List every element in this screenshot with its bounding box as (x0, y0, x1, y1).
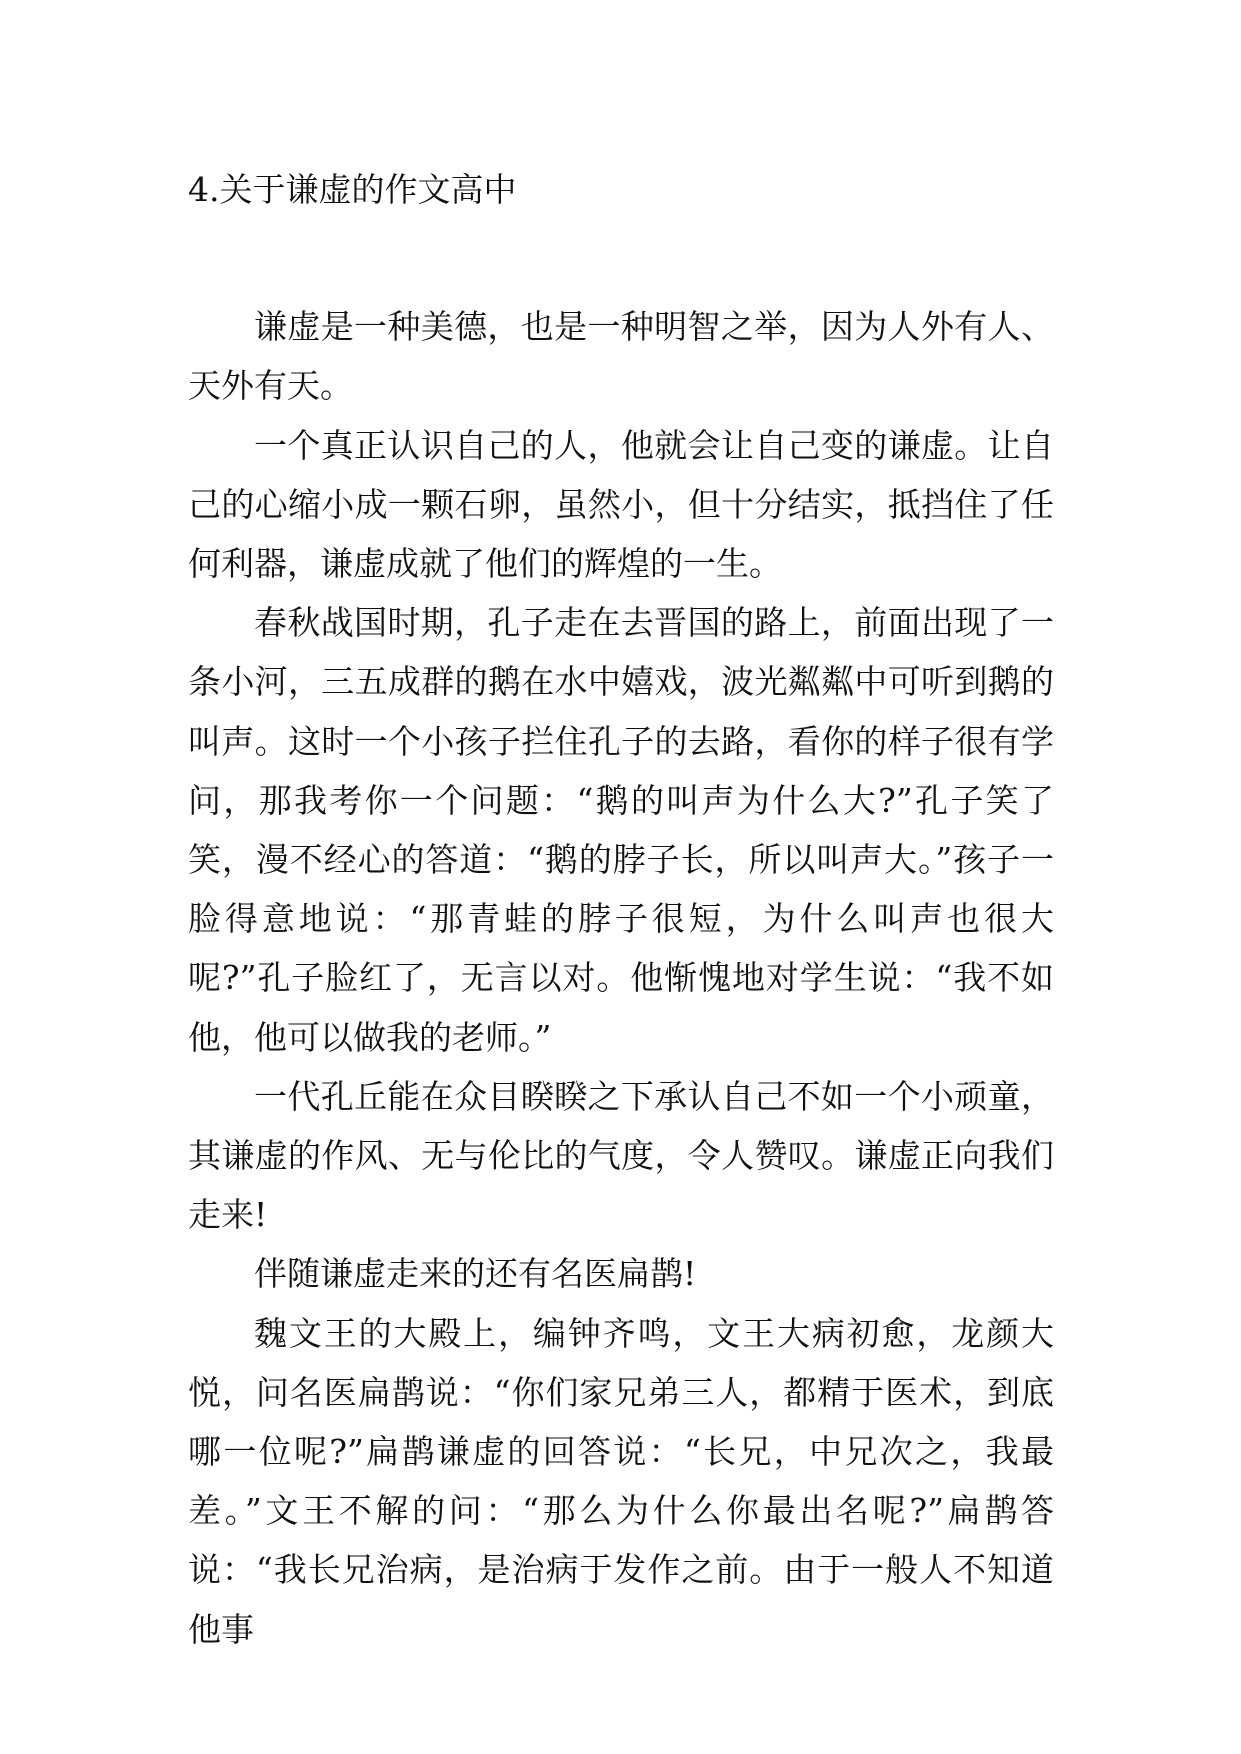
paragraph-5: 伴随谦虚走来的还有名医扁鹊! (254, 1254, 697, 1294)
paragraph-6: 魏文王的大殿上，编钟齐鸣，文王大病初愈，龙颜大悦，问名医扁鹊说：“你们家兄弟三人，都精于医术，到底哪一位呢?”扁鹊谦虚的回答说：“长兄，中兄次之，我最差。”文王不解的问：“那么为什么你最出名呢?”扁鹊答说：“我长兄治病，是治病于发作之前。由于一般人不知道他事 (188, 1313, 1054, 1649)
paragraph-2: 一个真正认识自己的人，他就会让自己变的谦虚。让自己的心缩小成一颗石卵，虽然小，但十分结实，抵挡住了任何利器，谦虚成就了他们的辉煌的一生。 (188, 425, 1054, 584)
document-heading: 4.关于谦虚的作文高中 (188, 170, 517, 209)
paragraph-1: 谦虚是一种美德，也是一种明智之举，因为人外有人、天外有天。 (188, 307, 1054, 406)
paragraph-3: 春秋战国时期，孔子走在去晋国的路上，前面出现了一条小河，三五成群的鹅在水中嬉戏，波光粼粼中可听到鹅的叫声。这时一个小孩子拦住孔子的去路，看你的样子很有学问，那我考你一个问题：“鹅的叫声为什么大?”孔子笑了笑，漫不经心的答道：“鹅的脖子长，所以叫声大。”孩子一脸得意地说：“那青蛙的脖子很短，为什么叫声也很大呢?”孔子脸红了，无言以对。他惭愧地对学生说：“我不如他，他可以做我的老师。” (188, 603, 1054, 1057)
document-body (188, 160, 1054, 1659)
paragraph-4: 一代孔丘能在众目睽睽之下承认自己不如一个小顽童，其谦虚的作风、无与伦比的气度，令人赞叹。谦虚正向我们走来! (188, 1076, 1054, 1235)
